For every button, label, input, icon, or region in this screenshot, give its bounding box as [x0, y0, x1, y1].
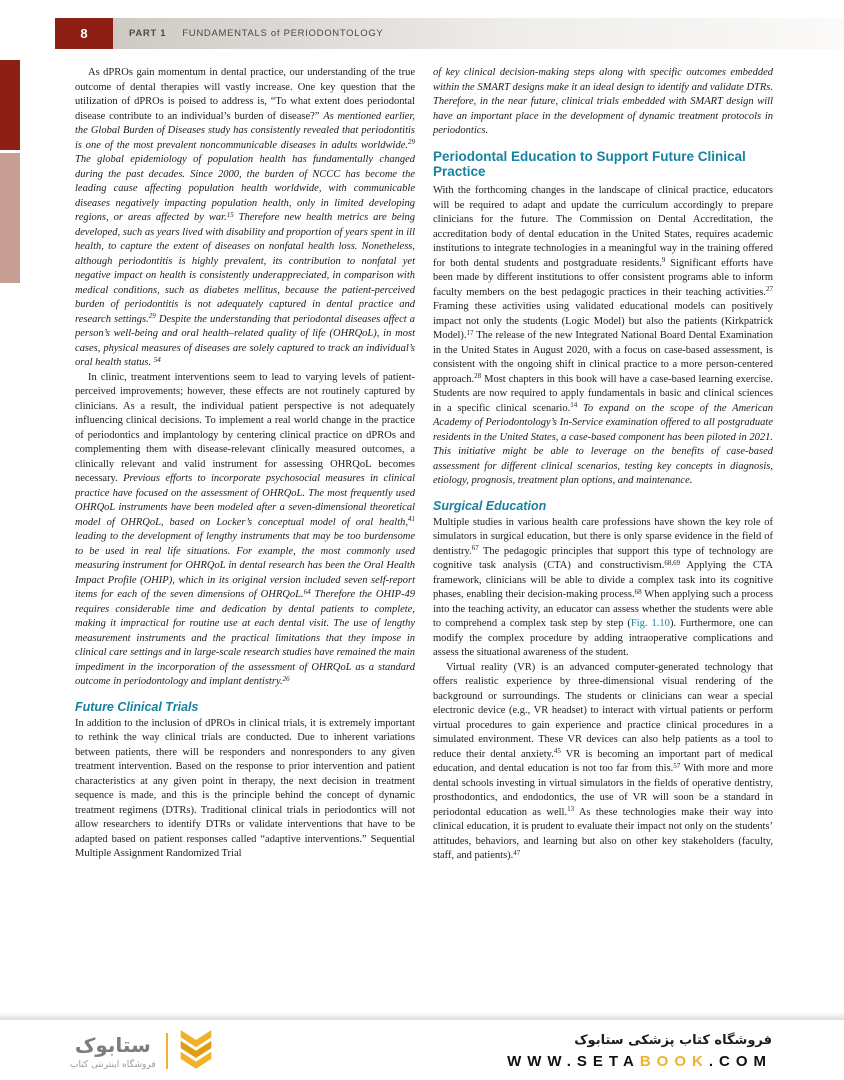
reference-mark: 9 [661, 256, 666, 265]
text-run: VR is becoming an important part of medical education, and dental education is not too far from this. [433, 748, 773, 775]
italic-text-run: of key clinical decision-making steps along with specific outcomes embedded within the SMART designs make it an ideal design to identify and validate DTRs. Therefore, in the near future, clinical trials embedded with SMART design will have an important place in the development of dynamic treatment protocols in periodontics. [433, 67, 773, 136]
reference-mark: 45 [553, 747, 561, 756]
reference-mark: 27 [766, 285, 773, 294]
italic-text-run: To expand on the scope of the American Academy of Periodontology’s In-Service examination offered to all postgraduate residents in the United States, a case-based component has been piloted in 2021. This initiative might be able to leverage on the benefits of case-based assessment for different clinical scenarios, testing key concepts in diagnosis, etiology, prognosis, treatment plan options, and maintenance. [433, 402, 773, 487]
reference-mark: 17 [466, 328, 474, 337]
text-run: With the forthcoming changes in the landscape of clinical practice, educators will be required to adapt and update the curriculum accordingly to prepare clinicians for the future. The Commission on Dental Accreditation, the accreditation body of dental education in the United States, requires academic institutions to integrate technologies in a meaningful way in the training offered for both dental students and postgraduate residents. [433, 185, 773, 269]
column-left [75, 66, 415, 1016]
reference-mark: 28 [474, 372, 482, 381]
reference-mark: 64 [303, 587, 311, 596]
chevron-stack-icon [178, 1029, 214, 1074]
running-head [113, 18, 844, 49]
url-pre: WWW.SETA [507, 1052, 640, 1070]
italic-text-run: Therefore new health metrics are being developed, such as years lived with disability and proportion of years spent in ill health, to capture the extent of diseases on nonfatal health loss. Nonetheless, although periodontitis is highly prevalent, its contribution to nonfatal yet negative impact on health is consistently underappreciated, in comparison with medical conditions, such as diabetes mellitus, because the patient-perceived burden of periodontitis is not adequately captured in dental practice and research settings. [75, 212, 415, 325]
section-heading: Future Clinical Trials [75, 699, 199, 714]
text-run: Virtual reality (VR) is an advanced computer-generated technology that offers realistic experience by three-dimensional visual rendering of the background or surroundings. The students or clinicians can wear a special electronic device (e.g., VR headset) to interact with virtual patients or perform virtual procedures to gain experience and practice clinical procedures in a simulated environment. These VR devices can also help patients as a tool to reduce their dental anxiety. [433, 661, 773, 760]
column-right [433, 66, 773, 1016]
footer [0, 1022, 844, 1080]
reference-mark: 54 [153, 355, 161, 364]
reference-mark: 29 [408, 138, 415, 146]
text-run: Framing these activities using validated educational models can positively impact not only the students (Logic Model) but also the patients (Kirkpatrick Model). [433, 301, 773, 342]
text-run: As dPROs gain momentum in dental practice, our understanding of the true outcome of dental therapies will vastly increase. One key question that the utilization of dPROs is poised to address is, “To what extent does periodontal disease contribute to an individual’s burden of disease?” [75, 67, 415, 122]
page-header [0, 18, 844, 49]
paragraph [433, 184, 773, 489]
paragraph [75, 371, 415, 690]
logo-divider [166, 1033, 168, 1069]
reference-mark: 41 [408, 515, 415, 523]
text-run: Significant efforts have been made by different institutions to offer consistent programs able to inform faculty members on the best pedagogic practices in their teaching activities. [433, 257, 773, 298]
italic-text-run: As mentioned earlier, the Global Burden of Diseases study has consistently revealed that periodontitis is one of the most prevalent noncommunicable diseases in adults worldwide. [75, 110, 415, 151]
footer-right [507, 1033, 772, 1070]
paragraph [75, 717, 415, 862]
text-run: When applying such a process into the teaching activity, an educator can assess whether the students were able to comprehend a complex task step by step ( [433, 589, 773, 630]
reference-mark: 68 [634, 587, 642, 596]
page-content [75, 66, 773, 1016]
reference-mark: 13 [567, 805, 575, 814]
part-label: PART 1 [129, 28, 167, 39]
figure-reference-link[interactable]: Fig. 1.10 [630, 618, 670, 630]
paragraph [433, 661, 773, 864]
logo-wordmark [70, 1033, 156, 1070]
reference-mark: 29 [148, 312, 156, 320]
text-run: The release of the new Integrated National Board Dental Examination in the United States in August 2020, with a focus on case-based assessment, is consistent with the ongoing shift in clinical practice to a more person-centered approach. [433, 330, 773, 385]
margin-tab-red [0, 60, 20, 150]
part-title: FUNDAMENTALS of PERIODONTOLOGY [182, 28, 384, 39]
logo-subtitle-fa: فروشگاه اینترنتی کتاب [70, 1059, 156, 1070]
reference-mark: 26 [282, 674, 290, 683]
paragraph [433, 66, 773, 139]
paragraph [75, 66, 415, 371]
section-heading: Surgical Education [433, 498, 547, 513]
margin-tab-pink [0, 153, 20, 283]
italic-text-run: Previous efforts to incorporate psychosocial measures in clinical practice have focused on the assessment of OHRQoL. The most frequently used OHRQoL instruments have been modeled after a seven-dimensional theoretical model of OHRQoL, based on Locker’s conceptual model of oral health, [75, 473, 415, 528]
reference-mark: 47 [513, 848, 521, 857]
section-heading: Periodontal Education to Support Future Clinical Practice [433, 148, 746, 180]
url-post: .COM [708, 1052, 772, 1070]
text-run: With more and more dental schools investing in virtual simulators in the fields of operative dentistry, prosthodontics, and endodontics, the use of VR will soon be a standard in periodontal education as well. [433, 763, 773, 818]
italic-text-run: The global epidemiology of population health has fundamentally changed during the past decades. Since 2000, the burden of NCCC has become the leading cause affecting population health worldwide, with communicable diseases negatively impacting population health, only in limited developing regions, or areas affected by war. [75, 154, 415, 223]
text-run: Most chapters in this book will have a case-based learning exercise. Students are now required to apply fundamentals in basic and clinical sciences in a specific clinical scenario. [433, 373, 773, 414]
text-run: In clinic, treatment interventions seem to lead to varying levels of patient-perceived improvements; however, these effects are not routinely captured by clinicians. As a result, the individual patient perspective is not adequately influencing clinical decisions. To implement a real world change in the practice of periodontics and implantology by centering clinical practice on dPROs and complementing them with disease-relevant clinically measured outcomes, a clinically relevant and valid instrument for assessing OHRQoL becomes necessary. [75, 371, 415, 484]
page-edge-shadow [0, 1012, 844, 1020]
footer-tagline-fa: فروشگاه کتاب پزشکی ستابوک [574, 1032, 772, 1048]
paragraph [433, 516, 773, 661]
logo-word-fa: ستابوک [74, 1032, 151, 1057]
italic-text-run: leading to the development of lengthy instruments that may be too burdensome to be used in real life situations. For example, the most commonly used measuring instrument for OHRQoL in dental research has been the Oral Health Impact Profile (OHIP), which in its original version included seven self-report items for each of the seven dimensions of OHRQoL. [75, 531, 415, 600]
text-run: Multiple studies in various health care professions have shown the key role of simulators in surgical education, but there is only sparse evidence in the field of dentistry. [433, 516, 773, 557]
text-run: As these technologies make their way into clinical education, it is prudent to evaluate their impact not only on the students’ attitudes, behaviors, and learning but also on other key stakeholders (faculty, staff, and patients). [433, 806, 773, 862]
url-gold: BOOK [639, 1052, 709, 1070]
reference-mark: 57 [673, 761, 681, 770]
text-run: ). Furthermore, one can modify the complex procedure by adding intraoperative complications and assess the situational awareness of the student. [433, 618, 773, 659]
footer-url [507, 1053, 772, 1070]
italic-text-run: Therefore the OHIP-49 requires considerable time and dedication by dental patients to complete, making it impractical for routine use at each dental visit. The use of lengthy measurement instruments and the practical limitations that they impose in clinical care settings and in large-scale research studies have remained the main impediment in the incorporation of the assessment of OHRQoL as a standard outcome in periodontology and implant dentistry. [75, 589, 415, 687]
text-run: In addition to the inclusion of dPROs in clinical trials, it is extremely important to rethink the way clinical trials are conducted. Due to inherent variations between patients, there will be responders and nonresponders to any given treatment intervention. Based on the response to prior intervention and patient characteristics at any given point in therapy, the next decision in treatment sequence is made, and this is the principle behind the concept of dynamic treatment regimens (DTRs). Traditional clinical trials in periodontics will not allow researchers to identify DTRs or validate interventions that have to be adapted based on patient responses called “adaptive interventions.” Sequential Multiple Assignment Randomized Trial [75, 717, 415, 859]
setabook-logo [70, 1029, 214, 1074]
reference-mark: 67 [471, 544, 479, 553]
reference-mark: 15 [226, 210, 234, 219]
reference-mark: 68,69 [664, 558, 681, 567]
text-run: Applying the CTA framework, clinicians will be able to divide a complex task into its cognitive phases, enabling their decision-making process. [433, 560, 773, 601]
page-number: 8 [55, 18, 113, 49]
italic-text-run: Despite the understanding that periodontal diseases affect a person’s well-being and oral health–related quality of life (OHRQoL), in most cases, physical measures of diseases are solely captured to track an individual’s oral health status. [75, 313, 415, 368]
text-run: The pedagogic principles that support this type of technology are cognitive task analysis (CTA) and constructivism. [433, 545, 773, 572]
reference-mark: 14 [570, 401, 578, 410]
